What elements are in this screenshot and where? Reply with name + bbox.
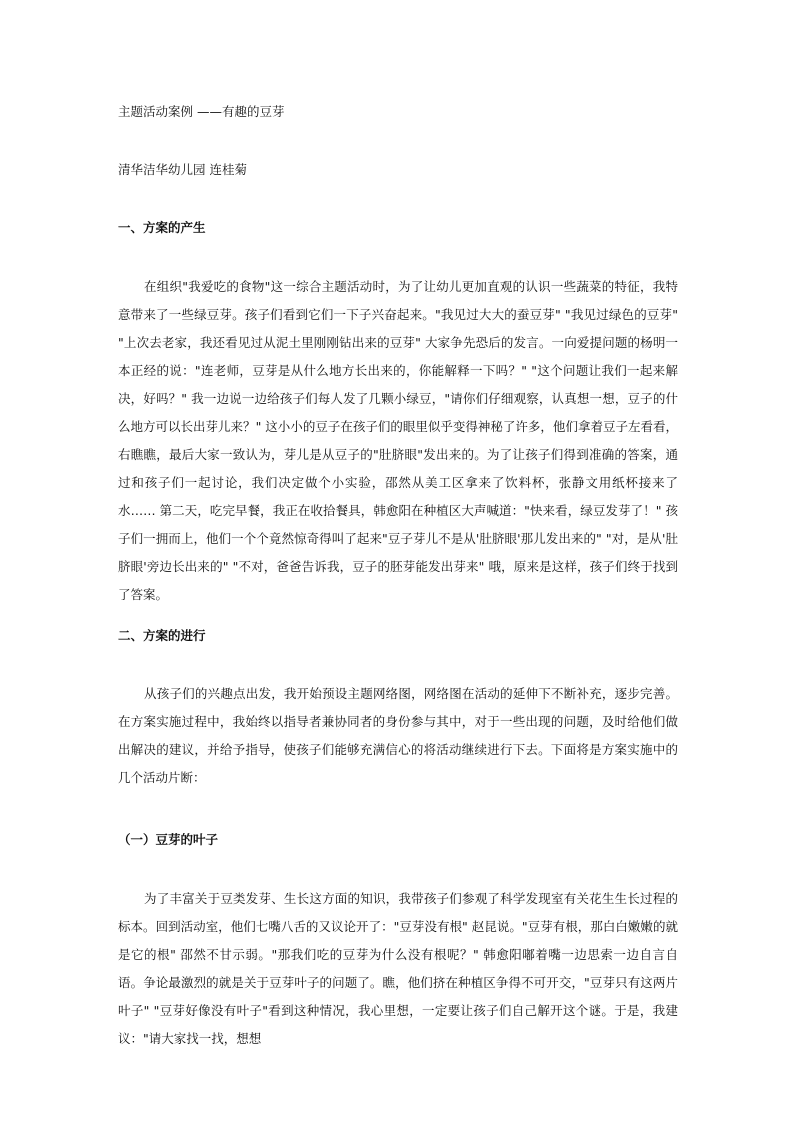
section-heading-origin: 一、方案的产生 (118, 220, 206, 235)
paragraph-leaves: 为了丰富关于豆类发芽、生长这方面的知识，我带孩子们参观了科学发现室有关花生生长过程的标本。回到活动室，他们七嘴八舌的又议论开了："豆芽没有根" 赵昆说。"豆芽有根，那白白嫩嫩的就是它的根" 邵然不甘示弱。"那我们吃的豆芽为什么没有根呢？" 韩愈阳嘟着嘴一边思索一边自言自语。争论最激烈的就是关于豆芽叶子的问题了。瞧，他们挤在种植区争得不可开交，"豆芽只有这两片叶子" "豆芽好像没有叶子"看到这种情况，我心里想，一定要让孩子们自己解开这个谜。于是，我建议："请大家找一找，想想 (118, 891, 678, 1046)
document-title: 主题活动案例 ——有趣的豆芽 (118, 104, 285, 119)
subsection-heading-leaves: （一）豆芽的叶子 (118, 832, 219, 847)
author-line: 清华洁华幼儿园 连桂菊 (118, 162, 247, 177)
paragraph-progress: 从孩子们的兴趣点出发，我开始预设主题网络图，网络图在活动的延伸下不断补充，逐步完善。 在方案实施过程中，我始终以指导者兼协同者的身份参与其中，对于一些出现的问题，及时给他们做出解决的建议，并给予指导，使孩子们能够充满信心的将活动继续进行下去。下面将是方案实施中的几个活动片断： (118, 686, 678, 785)
paragraph-origin: 在组织"我爱吃的食物"这一综合主题活动时，为了让幼儿更加直观的认识一些蔬菜的特征，我特意带来了一些绿豆芽。孩子们看到它们一下子兴奋起来。"我见过大大的蚕豆芽" "我见过绿色的豆芽" "上次去老家，我还看见过从泥土里刚刚钻出来的豆芽" 大家争先恐后的发言。一向爱提问题的杨明一本正经的说："连老师，豆芽是从什么地方长出来的，你能解释一下吗？" "这个问题让我们一起来解决，好吗？" 我一边说一边给孩子们每人发了几颗小绿豆，"请你们仔细观察，认真想一想，豆子的什么地方可以长出芽儿来？" 这小小的豆子在孩子们的眼里似乎变得神秘了许多，他们拿着豆子左看看，右瞧瞧，最后大家一致认为，芽儿是从豆子的"肚脐眼"发出来的。为了让孩子们得到准确的答案，通过和孩子们一起讨论，我们决定做个小实验，邵然从美工区拿来了饮料杯，张静文用纸杯接来了水…… 第二天，吃完早餐，我正在收拾餐具，韩愈阳在种植区大声喊道："快来看，绿豆发芽了！" 孩子们一拥而上，他们一个个竟然惊奇得叫了起来"豆子芽儿不是从'肚脐眼'那儿发出来的" "对，是从'肚脐眼'旁边长出来的" "不对，爸爸告诉我，豆子的胚芽能发出芽来" 哦，原来是这样，孩子们终于找到了答案。 (118, 279, 678, 602)
section-heading-progress: 二、方案的进行 (118, 628, 206, 643)
